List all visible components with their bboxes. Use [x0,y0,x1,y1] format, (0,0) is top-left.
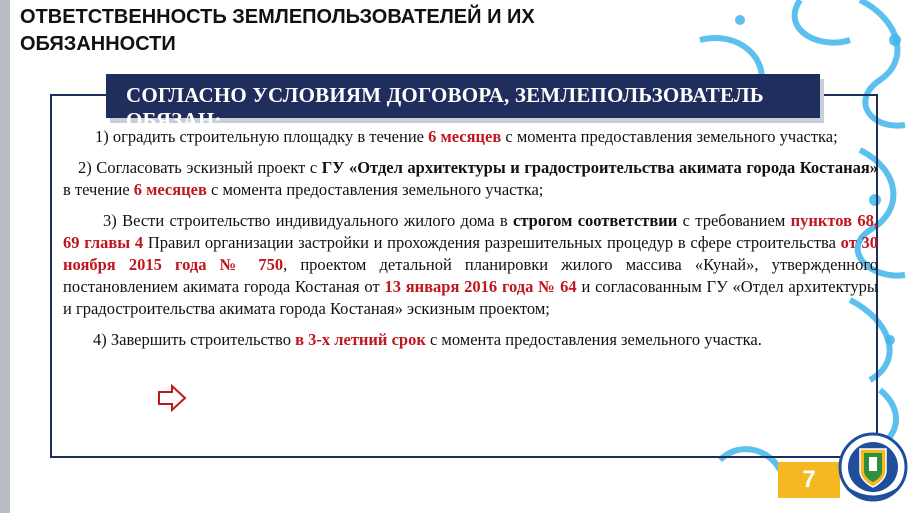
banner-text: СОГЛАСНО УСЛОВИЯМ ДОГОВОРА, ЗЕМЛЕПОЛЬЗОВАТЕЛЬ ОБЯЗАН: [126,83,764,132]
banner [106,74,820,132]
slide-title: ОТВЕТСТВЕННОСТЬ ЗЕМЛЕПОЛЬЗОВАТЕЛЕЙ И ИХ ОБЯЗАННОСТИ [20,6,535,55]
frame-top-left [50,94,106,96]
kostanay-emblem-icon [838,427,908,507]
arrow-right-icon [157,384,187,412]
obligation-item-2: 2) Согласовать эскизный проект с ГУ «Отдел архитектуры и градостроительства акимата города Костаная» в течение 6 месяцев с момента предоставления земельного участка; [63,158,878,199]
obligations-list [63,126,878,360]
obligation-item-3: 3) Вести строительство индивидуального жилого дома в строгом соответствии с требованием пунктов 68, 69 главы 4 Правил организации застройки и прохождения разрешительных процедур в сфере строительства от 30 ноября 2015 года № 750, проектом детальной планировки жилого массива «Кунай», утвержденного постановлением акимата города Костаная от 13 января 2016 года № 64 и согласованным ГУ «Отдел архитектуры и градостроительства акимата города Костаная» эскизным проектом; [63,211,879,318]
obligation-item-4: 4) Завершить строительство в 3-х летний срок с момента предоставления земельного участка. [93,330,762,349]
page-number: 7 [778,462,840,498]
obligation-item-1: 1) оградить строительную площадку в течение 6 месяцев с момента предоставления земельного участка; [95,127,838,146]
frame-top-right [820,94,878,96]
left-band [0,0,10,513]
